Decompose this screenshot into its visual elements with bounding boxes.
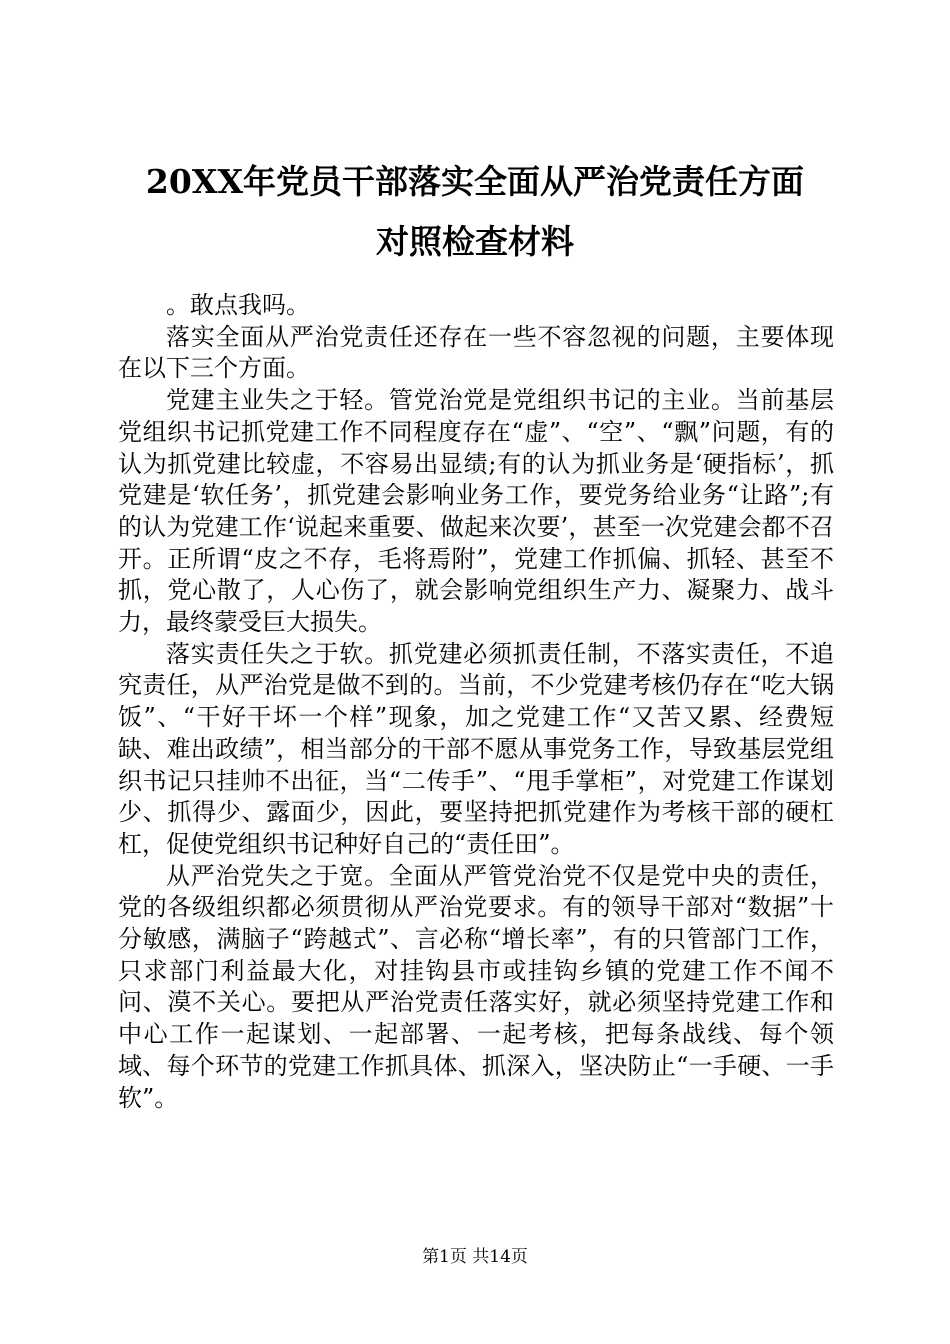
body-paragraph-4: 落实责任失之于软。抓党建必须抓责任制，不落实责任，不追究责任，从严治党是做不到的。当前，不少党建考核仍存在“吃大锅饭”、“干好干坏一个样”现象，加之党建工作“又苦又累、经费短缺、难出政绩”，相当部分的干部不愿从事党务工作，导致基层党组织书记只挂帅不出征，当“二传手”、“甩手掌柜”，对党建工作谋划少、抓得少、露面少，因此，要坚持把抓党建作为考核干部的硬杠杠，促使党组织书记种好自己的“责任田”。 bbox=[118, 639, 834, 858]
body-paragraph-3: 党建主业失之于轻。管党治党是党组织书记的主业。当前基层党组织书记抓党建工作不同程度存在“虚”、“空”、“飘”问题，有的认为抓党建比较虚，不容易出显绩;有的认为抓业务是‘硬指标’，抓党建是‘软任务’，抓党建会影响业务工作，要党务给业务“让路”;有的认为党建工作‘说起来重要、做起来次要’，甚至一次党建会都不召开。正所谓“皮之不存，毛将焉附”，党建工作抓偏、抓轻、甚至不抓，党心散了，人心伤了，就会影响党组织生产力、凝聚力、战斗力，最终蒙受巨大损失。 bbox=[118, 386, 834, 637]
document-title-line-1: 20XX年党员干部落实全面从严治党责任方面 bbox=[145, 162, 805, 201]
body-paragraph-5: 从严治党失之于宽。全面从严管党治党不仅是党中央的责任，党的各级组织都必须贯彻从严治党要求。有的领导干部对“数据”十分敏感，满脑子“跨越式”、言必称“增长率”，有的只管部门工作，只求部门利益最大化，对挂钩县市或挂钩乡镇的党建工作不闻不问、漠不关心。要把从严治党责任落实好，就必须坚持党建工作和中心工作一起谋划、一起部署、一起考核，把每条战线、每个领域、每个环节的党建工作抓具体、抓深入，坚决防止“一手硬、一手软”。 bbox=[118, 861, 834, 1112]
document-title-line-2: 对照检查材料 bbox=[376, 222, 574, 261]
page-footer: 第1页 共14页 bbox=[422, 1247, 528, 1267]
body-paragraph-1: 。敢点我吗。 bbox=[166, 291, 310, 319]
body-paragraph-2: 落实全面从严治党责任还存在一些不容忽视的问题，主要体现在以下三个方面。 bbox=[118, 322, 834, 383]
document-body bbox=[118, 290, 834, 1114]
